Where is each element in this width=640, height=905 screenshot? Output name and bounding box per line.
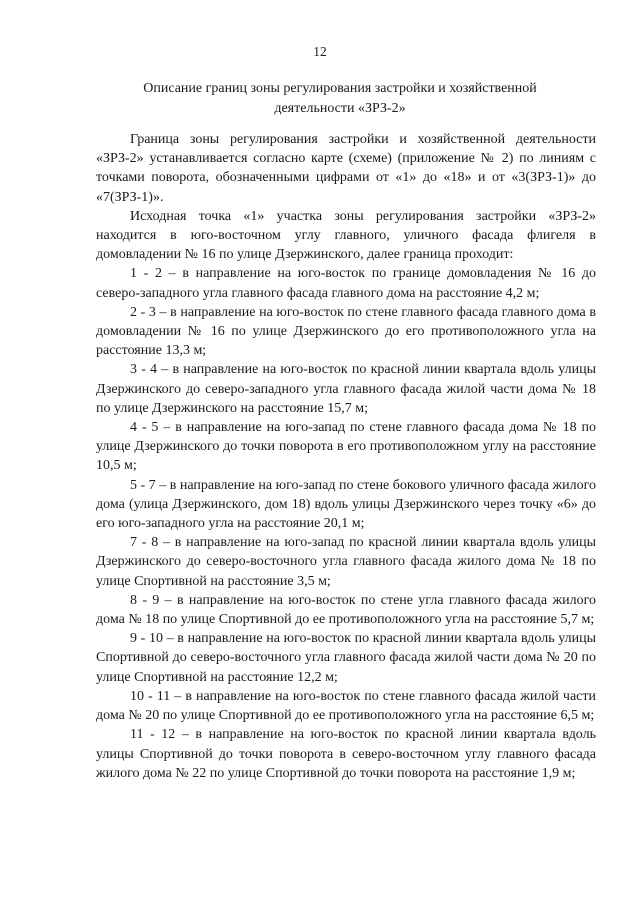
paragraph-segment-7-8: 7 - 8 – в направление на юго-запад по красной линии квартала вдоль улицы Дзержинского до северо-восточного угла главного фасада жилого дома № 18 по улице Спортивной на расстояние 3,5 м; (96, 535, 596, 589)
paragraph-segment-2-3: 2 - 3 – в направление на юго-восток по стене главного фасада главного дома в домовладении № 16 по улице Дзержинского до его противоположного угла на расстояние 13,3 м; (96, 304, 596, 359)
document-title (100, 79, 580, 119)
paragraph-segment-4-5: 4 - 5 – в направление на юго-запад по стене главного фасада дома № 18 по улице Дзержинского до точки поворота в его противоположном углу на расстояние 10,5 м; (96, 420, 596, 474)
page-number: 12 (313, 44, 327, 59)
paragraph-start-point: Исходная точка «1» участка зоны регулирования застройки «ЗРЗ-2» находится в юго-восточном углу главного, уличного фасада флигеля в домовладении № 16 по улице Дзержинского, далее граница проходит: (96, 208, 596, 263)
paragraph-segment-5-7: 5 - 7 – в направление на юго-запад по стене бокового уличного фасада жилого дома (улица Дзержинского, дом 18) вдоль улицы Дзержинского через точку «6» до его юго-западного угла на расстояние 20,1 м; (96, 477, 596, 532)
paragraph-segment-9-10: 9 - 10 – в направление на юго-восток по красной линии квартала вдоль улицы Спортивной до северо-восточного угла главного фасада жилой части дома № 20 по улице Спортивной на расстояние 12,2 м; (96, 631, 596, 685)
paragraph-segment-3-4: 3 - 4 – в направление на юго-восток по красной линии квартала вдоль улицы Дзержинского до северо-западного угла главного фасада жилой части дома № 18 по улице Дзержинского на расстояние 15,7 м; (96, 362, 596, 416)
title-line-1: Описание границ зоны регулирования застройки и хозяйственной (143, 81, 537, 96)
paragraph-segment-8-9: 8 - 9 – в направление на юго-восток по стене угла главного фасада жилого дома № 18 по улице Спортивной до ее противоположного угла на расстояние 5,7 м; (96, 592, 596, 628)
paragraph-segment-10-11: 10 - 11 – в направление на юго-восток по стене главного фасада жилой части дома № 20 по улице Спортивной до ее противоположного угла на расстояние 6,5 м; (96, 688, 596, 724)
document-body (96, 130, 596, 783)
paragraph-segment-1-2: 1 - 2 – в направление на юго-восток по границе домовладения № 16 до северо-западного угла главного фасада главного дома на расстояние 4,2 м; (96, 266, 596, 301)
paragraph-segment-11-12: 11 - 12 – в направление на юго-восток по красной линии квартала вдоль улицы Спортивной до точки поворота в северо-восточном углу главного фасада жилого дома № 22 по улице Спортивной до точки поворота на расстояние 1,9 м; (96, 727, 596, 781)
title-line-2: деятельности «ЗРЗ-2» (274, 101, 406, 116)
paragraph-intro: Граница зоны регулирования застройки и хозяйственной деятельности «ЗРЗ-2» устанавливается согласно карте (схеме) (приложение № 2) по линиям с точками поворота, обозначенными цифрами от «1» до «18» и от «3(ЗРЗ-1)» до «7(ЗРЗ-1)». (96, 132, 596, 205)
